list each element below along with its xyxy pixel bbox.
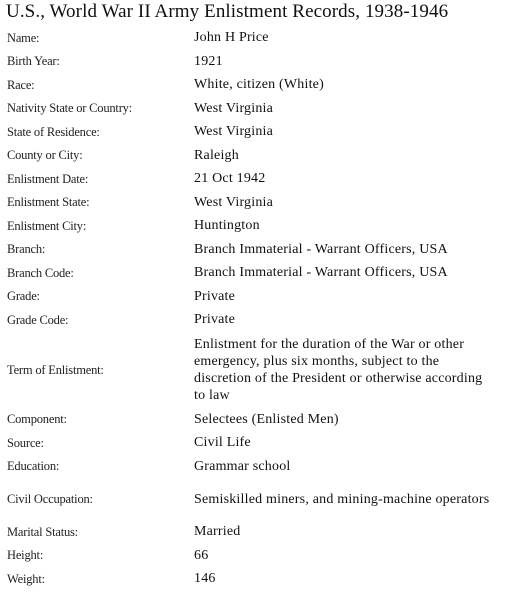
field-label: Branch: xyxy=(7,242,46,257)
field-value: Grammar school xyxy=(194,458,291,474)
field-row-branch-code xyxy=(0,261,505,285)
field-label: Marital Status: xyxy=(7,524,78,539)
field-value: Semiskilled miners, and mining-machine operators xyxy=(194,491,490,507)
field-row-name xyxy=(0,26,505,50)
field-row-grade-code xyxy=(0,308,505,332)
field-value: Branch Immaterial - Warrant Officers, USA xyxy=(194,241,448,257)
field-label: Enlistment State: xyxy=(7,195,90,210)
field-row-birth-year xyxy=(0,50,505,74)
field-row-source xyxy=(0,431,505,455)
field-value: West Virginia xyxy=(194,100,274,116)
field-row-grade xyxy=(0,285,505,309)
field-value: Married xyxy=(194,524,241,540)
field-label: Education: xyxy=(7,459,60,474)
field-value: 146 xyxy=(194,571,216,587)
field-row-enlistment-state xyxy=(0,191,505,215)
field-value: West Virginia xyxy=(194,194,274,210)
field-label: Component: xyxy=(7,412,67,427)
field-value: Huntington xyxy=(194,218,260,234)
field-label: Weight: xyxy=(7,571,45,586)
field-label: Birth Year: xyxy=(7,54,60,69)
field-row-marital-status xyxy=(0,520,505,544)
field-label: Nativity State or Country: xyxy=(7,101,132,116)
field-label: State of Residence: xyxy=(7,124,100,139)
field-row-branch xyxy=(0,238,505,262)
field-label: Grade Code: xyxy=(7,312,69,327)
field-row-education xyxy=(0,455,505,479)
field-label: Term of Enlistment: xyxy=(7,362,104,377)
field-label: Height: xyxy=(7,548,44,563)
field-value: Enlistment for the duration of the War or other emergency, plus six months, subject to the discretion of the President or otherwise according to law xyxy=(194,336,483,403)
field-row-weight xyxy=(0,567,505,591)
field-value: Branch Immaterial - Warrant Officers, USA xyxy=(194,265,448,281)
field-row-state-of-residence xyxy=(0,120,505,144)
page-title: U.S., World War II Army Enlistment Records, 1938-1946 xyxy=(6,1,449,22)
field-value: White, citizen (White) xyxy=(194,77,324,93)
field-label: Source: xyxy=(7,435,44,450)
field-value: John H Price xyxy=(194,30,269,46)
field-row-civil-occupation xyxy=(0,478,505,520)
field-value: Civil Life xyxy=(194,435,251,451)
field-label: Civil Occupation: xyxy=(7,492,93,506)
field-value: Selectees (Enlisted Men) xyxy=(194,411,339,427)
record-fields xyxy=(0,26,505,591)
field-value: 66 xyxy=(194,547,209,563)
field-label: County or City: xyxy=(7,148,83,163)
field-label: Enlistment City: xyxy=(7,218,87,233)
field-row-term-of-enlistment xyxy=(0,332,505,408)
field-row-nativity xyxy=(0,97,505,121)
field-label: Grade: xyxy=(7,289,40,304)
field-value: West Virginia xyxy=(194,124,274,140)
field-value: 21 Oct 1942 xyxy=(194,171,266,187)
field-value: 1921 xyxy=(194,53,223,69)
field-label: Enlistment Date: xyxy=(7,171,89,186)
field-row-component xyxy=(0,408,505,432)
field-row-height xyxy=(0,544,505,568)
field-label: Branch Code: xyxy=(7,265,74,280)
field-row-race xyxy=(0,73,505,97)
field-row-enlistment-date xyxy=(0,167,505,191)
field-row-enlistment-city xyxy=(0,214,505,238)
field-label: Race: xyxy=(7,77,35,92)
field-value: Raleigh xyxy=(194,147,239,163)
field-row-county xyxy=(0,144,505,168)
field-label: Name: xyxy=(7,30,40,45)
field-value: Private xyxy=(194,288,236,304)
field-value: Private xyxy=(194,312,236,328)
